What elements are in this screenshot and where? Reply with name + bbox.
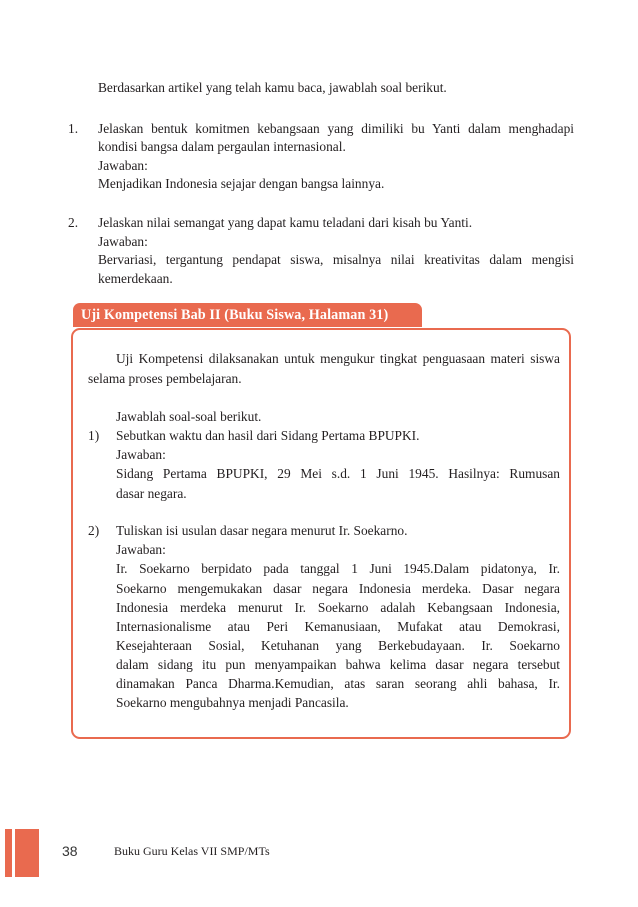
answer-text: Bervariasi, tergantung pendapat siswa, misalnya nilai kreativitas dalam mengisi [98, 252, 574, 267]
answer-line: Soekarno mengemukakan dasar negara Indonesia merdeka. Dasar negara [116, 581, 560, 596]
answer-text: Menjadikan Indonesia sejajar dengan bangsa lainnya. [98, 176, 385, 191]
answer-line: Internasionalisme atau Peri Kemanusiaan, Mufakat atau Demokrasi, [116, 619, 560, 634]
box-intro-text: Uji Kompetensi dilaksanakan untuk mengukur tingkat penguasaan materi siswa [116, 351, 560, 366]
answer-line: Kesejahteraan Sosial, Ketuhanan yang Berkebudayaan. Ir. Soekarno [116, 638, 560, 653]
question-text-cont: kondisi bangsa dalam pergaulan internasional. [98, 139, 346, 154]
answer-line: dalam sidang itu pun menyampaikan bahwa kelima dasar negara tersebut [116, 657, 560, 672]
footer-bar-thick [15, 829, 39, 877]
item-number: 1) [88, 428, 100, 443]
answer-label: Jawaban: [116, 542, 166, 557]
box-instruction: Jawablah soal-soal berikut. [116, 409, 262, 424]
footer-book-title: Buku Guru Kelas VII SMP/MTs [114, 844, 270, 858]
answer-line: dinamakan Panca Dharma.Kemudian, atas saran seorang ahli bahasa, Ir. [116, 676, 560, 691]
answer-label: Jawaban: [116, 447, 166, 462]
answer-line: dasar negara. [116, 486, 187, 501]
question-text: Jelaskan bentuk komitmen kebangsaan yang dimiliki bu Yanti dalam menghadapi [98, 121, 574, 136]
answer-text-cont: kemerdekaan. [98, 271, 173, 286]
answer-line: Soekarno mengubahnya menjadi Pancasila. [116, 695, 349, 710]
item-question: Tuliskan isi usulan dasar negara menurut Ir. Soekarno. [116, 523, 408, 538]
question-text: Jelaskan nilai semangat yang dapat kamu teladani dari kisah bu Yanti. [98, 215, 473, 230]
question-number: 1. [68, 121, 79, 136]
answer-label: Jawaban: [98, 158, 148, 173]
footer-bar-thin [5, 829, 12, 877]
answer-line: Ir. Soekarno berpidato pada tanggal 1 Juni 1945.Dalam pidatonya, Ir. [116, 561, 560, 576]
answer-label: Jawaban: [98, 234, 148, 249]
item-question: Sebutkan waktu dan hasil dari Sidang Pertama BPUPKI. [116, 428, 420, 443]
question-number: 2. [68, 215, 79, 230]
answer-line: Indonesia merdeka menurut Ir. Soekarno adalah Kebangsaan Indonesia, [116, 600, 560, 615]
intro-text: Berdasarkan artikel yang telah kamu baca, jawablah soal berikut. [98, 80, 447, 95]
answer-line: Sidang Pertama BPUPKI, 29 Mei s.d. 1 Juni 1945. Hasilnya: Rumusan [116, 466, 560, 481]
box-intro-text-cont: selama proses pembelajaran. [88, 371, 242, 386]
item-number: 2) [88, 523, 100, 538]
competency-box-title: Uji Kompetensi Bab II (Buku Siswa, Halaman 31) [73, 303, 422, 327]
page-number: 38 [62, 843, 78, 859]
